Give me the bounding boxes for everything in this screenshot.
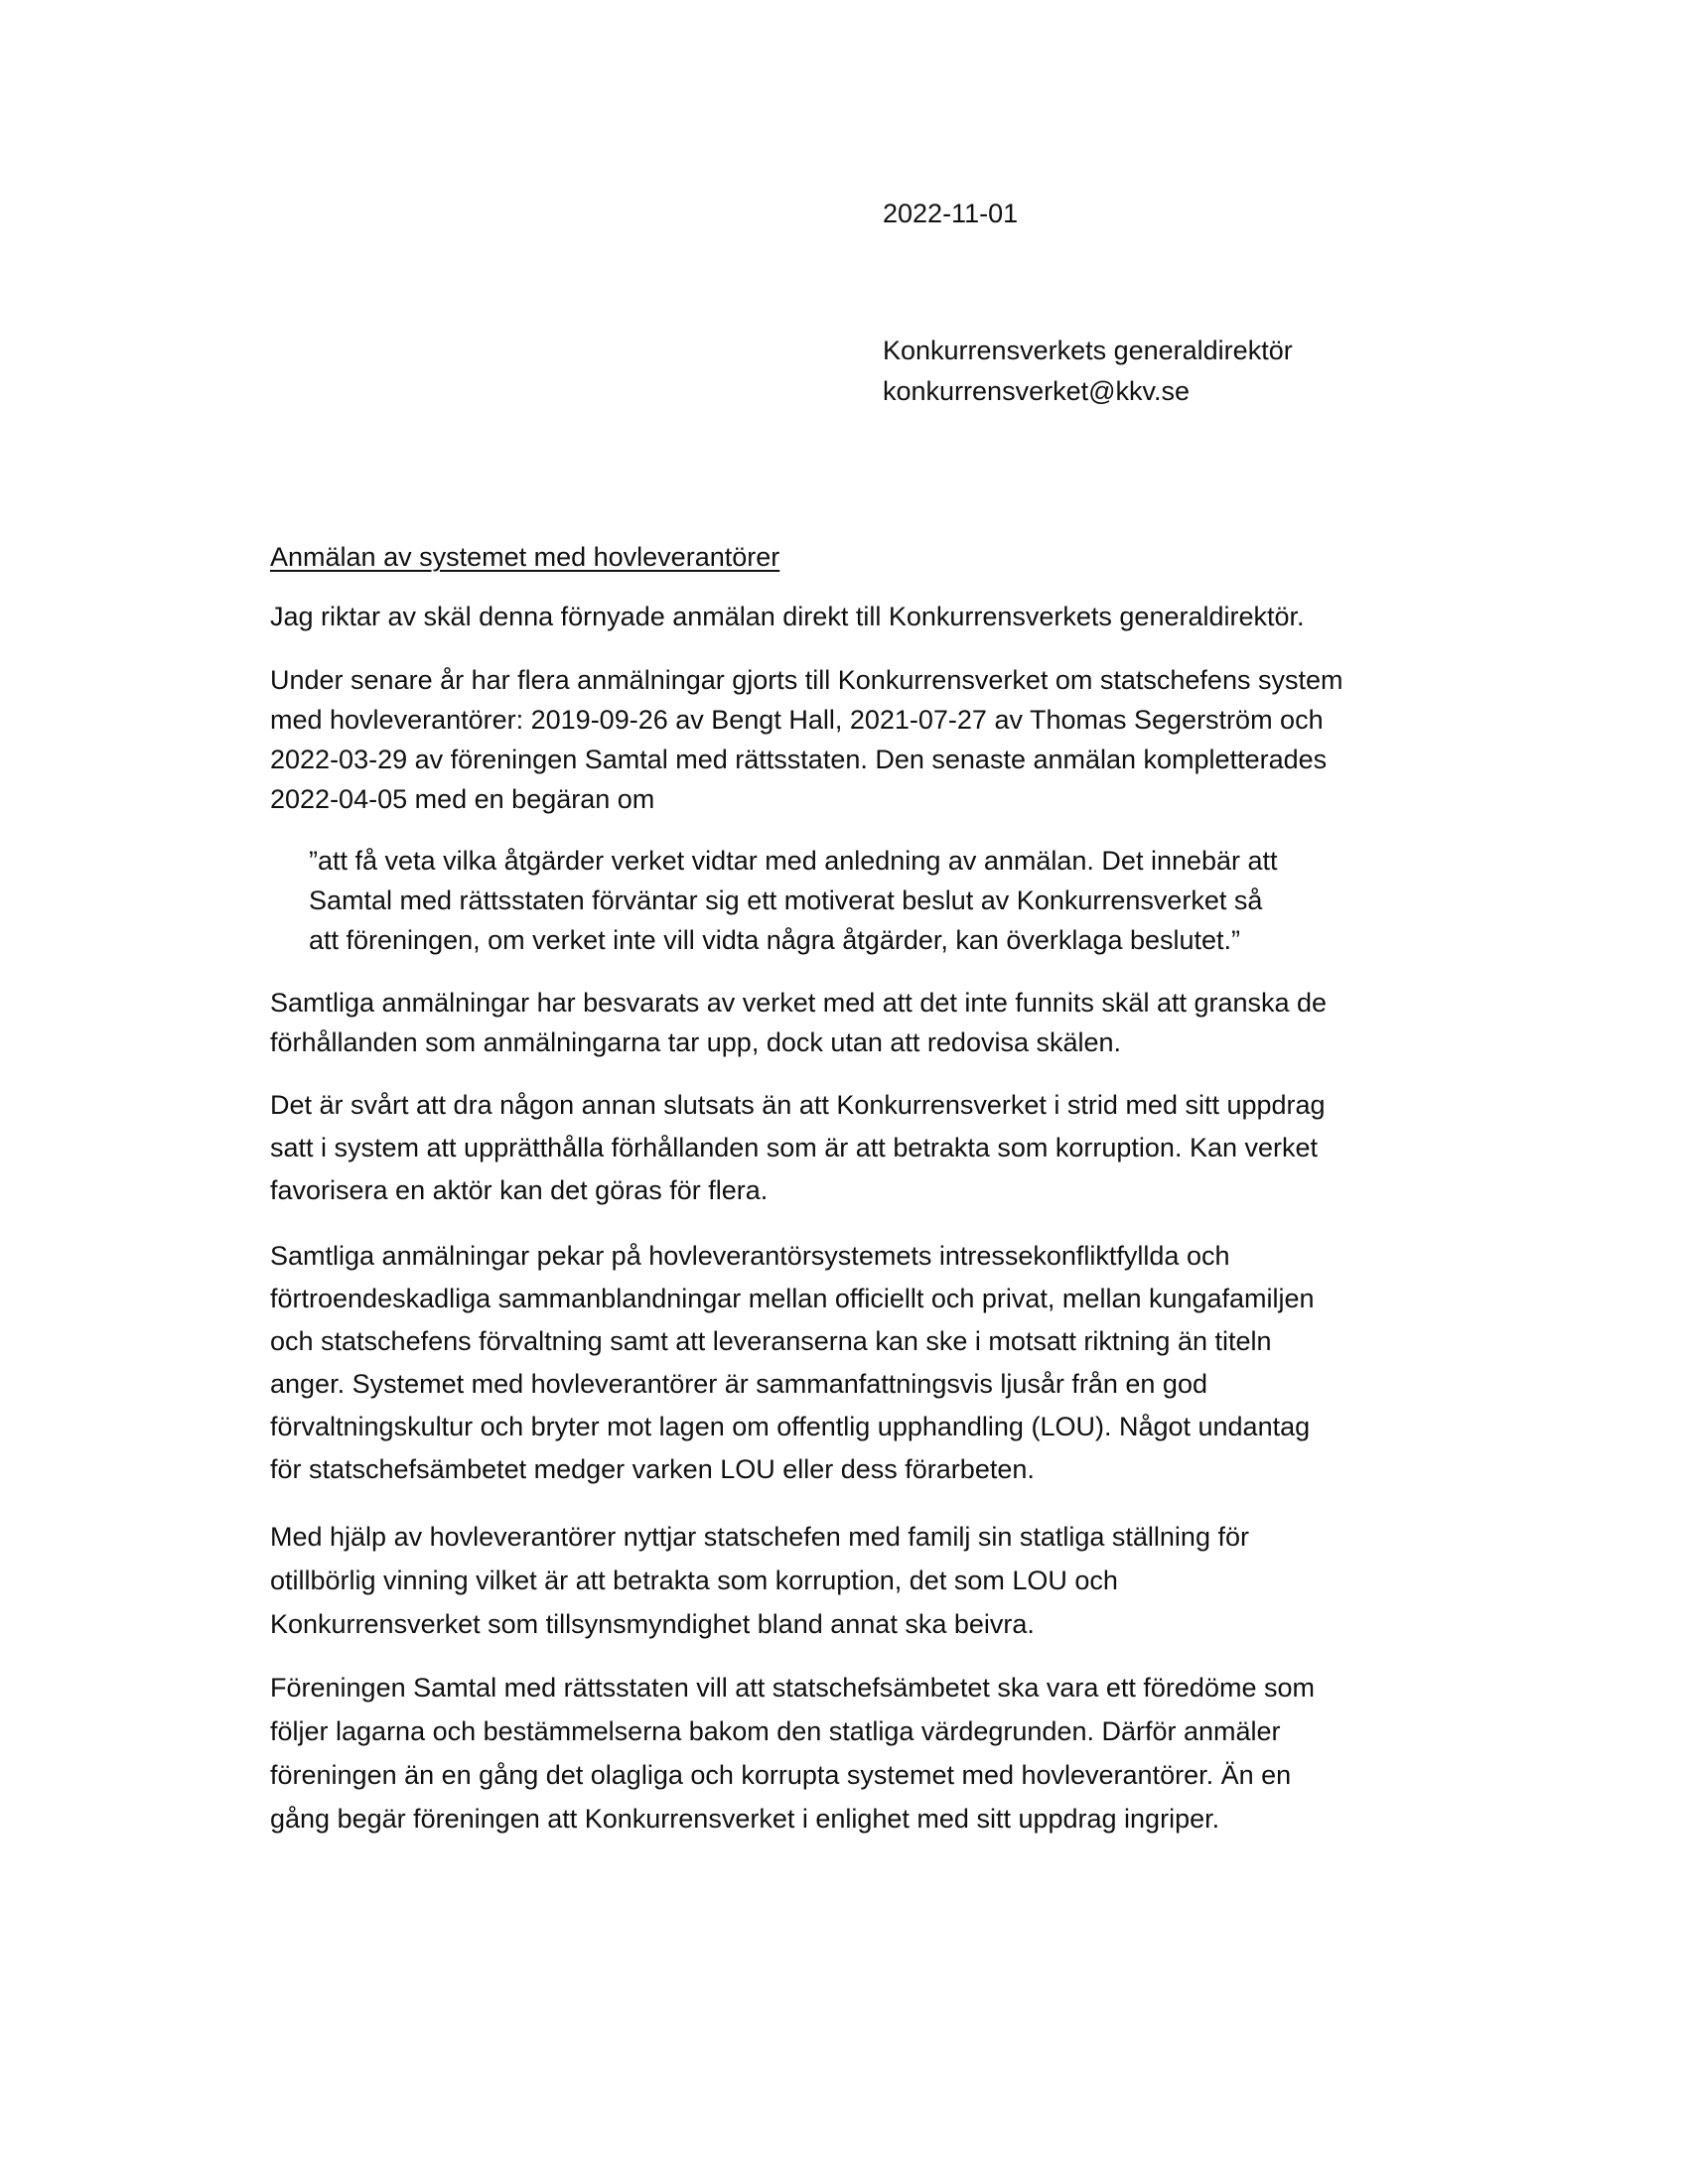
paragraph-6 — [270, 1515, 1249, 1646]
date-text: 2022-11-01 — [883, 199, 1019, 228]
text-line: ”att få veta vilka åtgärder verket vidtar med anledning av anmälan. Det innebär att — [309, 846, 1278, 876]
text-line: med hovleverantörer: 2019-09-26 av Bengt Hall, 2021-07-27 av Thomas Segerström och — [270, 705, 1324, 735]
text-line: Det är svårt att dra någon annan slutsats än att Konkurrensverket i strid med sitt uppdrag — [270, 1090, 1326, 1120]
text-line: Med hjälp av hovleverantörer nyttjar statschefen med familj sin statliga ställning för — [270, 1522, 1249, 1552]
text-line: favorisera en aktör kan det göras för flera. — [270, 1175, 769, 1205]
text-line: att föreningen, om verket inte vill vidta några åtgärder, kan överklaga beslutet.” — [309, 925, 1241, 955]
block-quote — [309, 841, 1278, 960]
text-line: gång begär föreningen att Konkurrensverket i enlighet med sitt uppdrag ingriper. — [270, 1804, 1220, 1834]
text-line: Samtal med rättsstaten förväntar sig ett motiverat beslut av Konkurrensverket så — [309, 886, 1263, 915]
text-line: Jag riktar av skäl denna förnyade anmälan direkt till Konkurrensverkets generaldirektör. — [270, 602, 1305, 631]
text-line: 2022-03-29 av föreningen Samtal med rättsstaten. Den senaste anmälan kompletterades — [270, 745, 1328, 774]
subject-text: Anmälan av systemet med hovleverantörer — [270, 542, 780, 572]
text-line: 2022-04-05 med en begäran om — [270, 784, 655, 814]
text-line: för statschefsämbetet medger varken LOU eller dess förarbeten. — [270, 1454, 1035, 1484]
text-line: Föreningen Samtal med rättsstaten vill att statschefsämbetet ska vara ett föredöme som — [270, 1673, 1315, 1703]
recipient-name: Konkurrensverkets generaldirektör — [883, 336, 1293, 365]
text-line: otillbörlig vinning vilket är att betrakta som korruption, det som LOU och — [270, 1566, 1118, 1595]
paragraph-2 — [270, 660, 1342, 819]
text-line: förvaltningskultur och bryter mot lagen om offentlig upphandling (LOU). Något undantag — [270, 1412, 1311, 1441]
paragraph-5 — [270, 1235, 1315, 1491]
text-line: Konkurrensverket som tillsynsmyndighet bland annat ska beivra. — [270, 1609, 1035, 1639]
paragraph-3 — [270, 983, 1327, 1062]
text-line: satt i system att upprätthålla förhållanden som är att betrakta som korruption. Kan verket — [270, 1133, 1319, 1162]
text-line: Samtliga anmälningar pekar på hovleverantörsystemets intressekonfliktfyllda och — [270, 1241, 1230, 1271]
text-line: Samtliga anmälningar har besvarats av verket med att det inte funnits skäl att granska de — [270, 988, 1328, 1018]
paragraph-4 — [270, 1084, 1326, 1212]
text-line: föreningen än en gång det olagliga och korrupta systemet med hovleverantörer. Än en — [270, 1760, 1292, 1790]
recipient-email: konkurrensverket@kkv.se — [883, 376, 1191, 406]
paragraph-1 — [270, 596, 1305, 637]
recipient-block — [883, 331, 1293, 412]
text-line: anger. Systemet med hovleverantörer är sammanfattningsvis ljusår från en god — [270, 1369, 1207, 1399]
text-line: Under senare år har flera anmälningar gjorts till Konkurrensverket om statschefens system — [270, 665, 1343, 695]
subject-heading — [270, 536, 779, 578]
paragraph-7 — [270, 1666, 1315, 1841]
text-line: förtroendeskadliga sammanblandningar mellan officiellt och privat, mellan kungafamiljen — [270, 1284, 1315, 1313]
letter-date — [883, 194, 1018, 234]
text-line: och statschefens förvaltning samt att leveranserna kan ske i motsatt riktning än titeln — [270, 1326, 1272, 1356]
text-line: förhållanden som anmälningarna tar upp, dock utan att redovisa skälen. — [270, 1027, 1122, 1057]
text-line: följer lagarna och bestämmelserna bakom den statliga värdegrunden. Därför anmäler — [270, 1716, 1281, 1746]
